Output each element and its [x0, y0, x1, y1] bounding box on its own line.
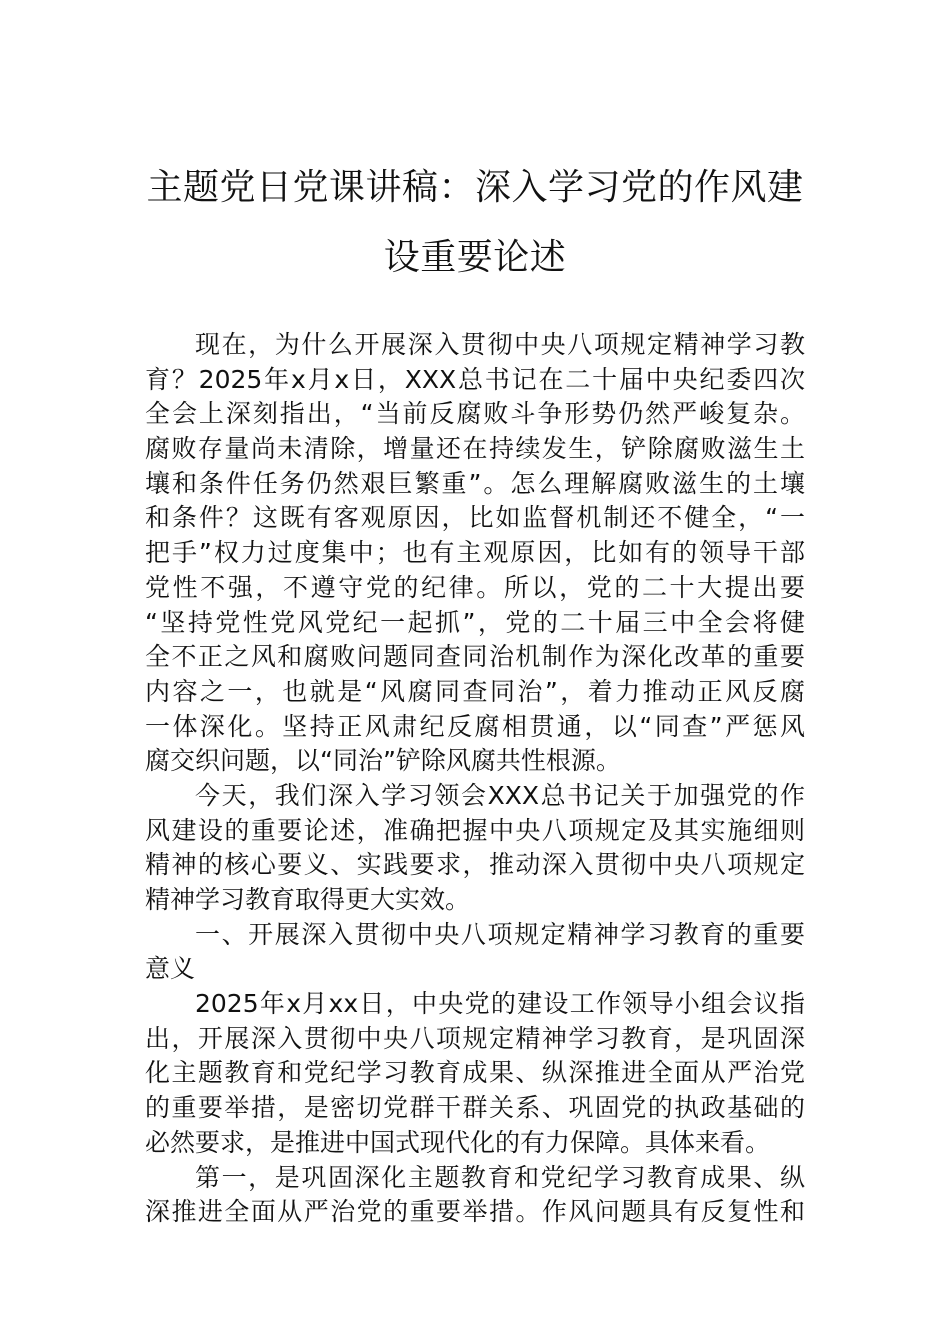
text-line: 把手”权力过度集中；也有主观原因，比如有的领导干部 — [145, 538, 805, 568]
document-title-line-1: 主题党日党课讲稿：深入学习党的作风建 — [146, 167, 804, 208]
text-line: 全不正之风和腐败问题同查同治机制作为深化改革的重要 — [145, 642, 805, 672]
paragraph — [145, 1161, 805, 1230]
text-line: 党性不强，不遵守党的纪律。所以，党的二十大提出要 — [145, 572, 805, 602]
paragraph — [145, 987, 805, 1160]
text-line: 一、开展深入贯彻中央八项规定精神学习教育的重要 — [195, 919, 805, 949]
text-line: 现在，为什么开展深入贯彻中央八项规定精神学习教 — [195, 330, 805, 359]
text-line: 化主题教育和党纪学习教育成果、纵深推进全面从严治党 — [145, 1058, 805, 1088]
paragraph — [145, 918, 805, 987]
text-line: 精神的核心要义、实践要求，推动深入贯彻中央八项规定 — [145, 850, 805, 880]
text-line: 必然要求，是推进中国式现代化的有力保障。具体来看。 — [145, 1127, 771, 1157]
text-line: 风建设的重要论述，准确把握中央八项规定及其实施细则 — [145, 815, 805, 845]
text-line: 育？2025年x月x日，XXX总书记在二十届中央纪委四次 — [145, 364, 805, 394]
text-line: 意义 — [145, 954, 196, 984]
text-line: 一体深化。坚持正风肃纪反腐相贯通，以“同查”严惩风 — [145, 711, 805, 741]
text-line: 深推进全面从严治党的重要举措。作风问题具有反复性和 — [145, 1197, 805, 1227]
paragraph — [145, 328, 805, 779]
text-line: 第一，是巩固深化主题教育和党纪学习教育成果、纵 — [195, 1162, 805, 1192]
text-line: 壤和条件任务仍然艰巨繁重”。怎么理解腐败滋生的土壤 — [145, 468, 805, 498]
text-line: 全会上深刻指出，“当前反腐败斗争形势仍然严峻复杂。 — [145, 399, 805, 429]
paragraph — [145, 779, 805, 918]
text-line: 腐交织问题，以“同治”铲除风腐共性根源。 — [145, 746, 621, 776]
document-title-line-2: 设重要论述 — [383, 237, 567, 278]
text-line: 和条件？这既有客观原因，比如监督机制还不健全，“一 — [145, 503, 805, 533]
text-line: 2025年x月xx日，中央党的建设工作领导小组会议指 — [195, 989, 805, 1019]
text-line: 精神学习教育取得更大实效。 — [145, 885, 471, 914]
text-line: 今天，我们深入学习领会XXX总书记关于加强党的作 — [195, 780, 805, 810]
text-line: 腐败存量尚未清除，增量还在持续发生，铲除腐败滋生土 — [145, 434, 805, 464]
text-line: “坚持党性党风党纪一起抓”，党的二十届三中全会将健 — [145, 607, 805, 637]
text-line: 出，开展深入贯彻中央八项规定精神学习教育，是巩固深 — [145, 1023, 805, 1053]
document-body — [145, 328, 805, 1230]
text-line: 的重要举措，是密切党群干群关系、巩固党的执政基础的 — [145, 1093, 805, 1123]
text-line: 内容之一，也就是“风腐同查同治”，着力推动正风反腐 — [145, 676, 805, 706]
